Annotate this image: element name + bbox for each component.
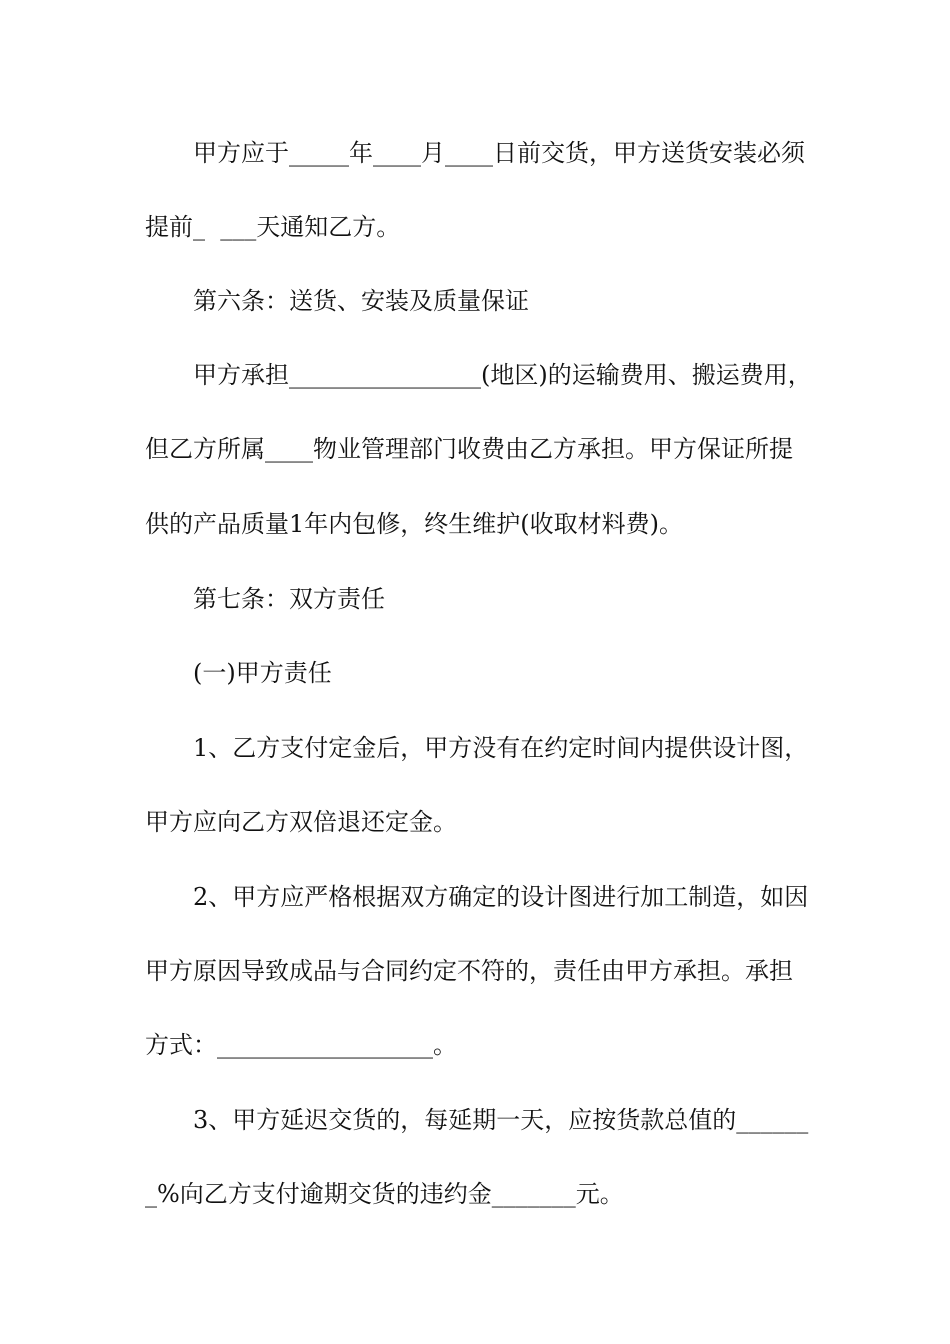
- paragraph-line: 1、乙方支付定金后，甲方没有在约定时间内提供设计图，: [193, 734, 809, 762]
- subsection-heading: (一)甲方责任: [193, 659, 332, 687]
- paragraph-line: 甲方应向乙方双倍退还定金。: [145, 808, 457, 836]
- paragraph-line: 3、甲方延迟交货的，每延期一天，应按货款总值的______: [193, 1106, 809, 1134]
- paragraph-line: 甲方应于_____年____月____日前交货，甲方送货安装必须: [193, 139, 805, 167]
- section-heading: 第七条：双方责任: [193, 585, 385, 613]
- paragraph-line: 甲方原因导致成品与合同约定不符的，责任由甲方承担。承担: [145, 957, 793, 985]
- paragraph-line: 方式：__________________。: [145, 1031, 457, 1059]
- paragraph-line: 2、甲方应严格根据双方确定的设计图进行加工制造，如因: [193, 883, 809, 911]
- paragraph-line: 供的产品质量1年内包修，终生维护(收取材料费)。: [145, 510, 683, 538]
- section-heading: 第六条：送货、安装及质量保证: [193, 287, 529, 315]
- paragraph-line: _%向乙方支付逾期交货的违约金_______元。: [145, 1180, 624, 1208]
- paragraph-line: 甲方承担________________(地区)的运输费用、搬运费用，: [193, 361, 812, 389]
- paragraph-line: 提前_ ___天通知乙方。: [145, 213, 401, 241]
- paragraph-line: 但乙方所属____物业管理部门收费由乙方承担。甲方保证所提: [145, 435, 793, 463]
